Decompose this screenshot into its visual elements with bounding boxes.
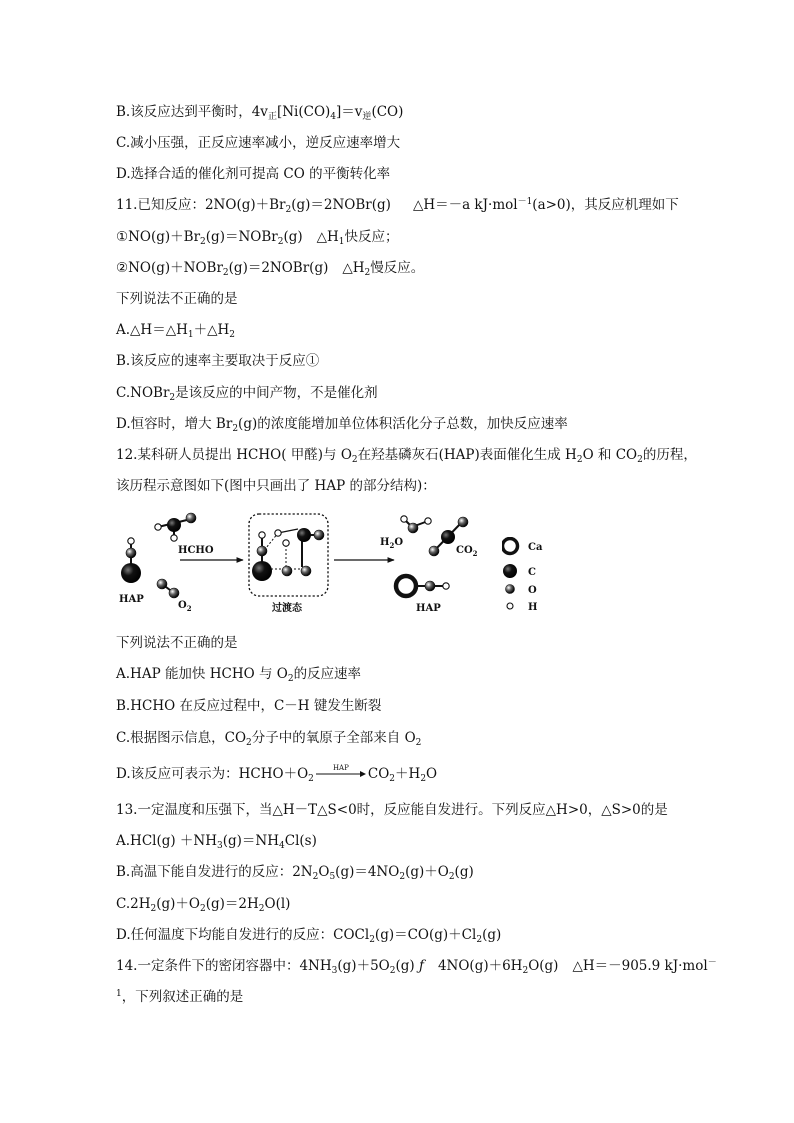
oxygen-atom	[314, 530, 324, 540]
carbon-atom	[441, 530, 455, 544]
hcho-arrow-label: HCHO	[178, 545, 214, 556]
q12-option-a: A.HAP 能加快 HCHO 与 $O_2$的反应速率	[116, 666, 362, 684]
h2o-label: $H_2O$	[380, 537, 404, 550]
oxygen-atom	[257, 546, 267, 556]
carbon-atom	[167, 518, 181, 532]
q14-stem-line-2: $^1$，下列叙述正确的是	[116, 989, 244, 1005]
h2o-molecule	[380, 516, 431, 550]
hap-right-label: HAP	[416, 603, 441, 614]
q11-option-b: B.该反应的速率主要取决于反应①	[116, 353, 320, 369]
long-arrow-icon	[316, 770, 366, 778]
q13-option-d: D.任何温度下均能自发进行的反应：$COCl_2(g)=CO(g)+Cl_2(g)$	[116, 927, 502, 945]
hydrogen-atom	[401, 516, 407, 522]
hydrogen-atom	[425, 518, 431, 524]
q11-ask: 下列说法不正确的是	[116, 291, 238, 307]
q12-option-b: B.HCHO 在反应过程中，C－H 键发生断裂	[116, 698, 382, 714]
q14-stem-line-1: 14.一定条件下的密闭容器中：$4NH_3(g)+5O_2(g)$ ƒ $4NO(g)+6H_2O(g)$ △H＝－905.9 kJ·mol－	[116, 958, 717, 976]
q11-option-d: D.恒容时，增大 $Br_2(g)$的浓度能增加单位体积活化分子总数，加快反应速率	[116, 416, 568, 434]
q12-ask: 下列说法不正确的是	[116, 635, 238, 651]
q13-stem: 13.一定温度和压强下，当△H－T△S<0时，反应能自发进行。下列反应△H>0，△S>0的是	[116, 802, 668, 818]
hcho-molecule	[155, 513, 196, 541]
hydrogen-atom	[443, 583, 449, 589]
co2-molecule	[429, 517, 478, 558]
q12-stem-line-1: 12.某科研人员提出 HCHO( 甲醛)与 $O_2$在羟基磷灰石(HAP)表面催化生成 $H_2O$ 和 $CO_2$的历程，	[116, 447, 697, 465]
q12-option-d: D.该反应可表示为：$HCHO+O_2$ HAP $CO_2+H_2O$	[116, 765, 437, 783]
oxygen-atom	[282, 566, 292, 576]
hap-right-structure	[396, 576, 449, 614]
q10-option-c: C.减小压强，正反应速率减小，逆反应速率增大	[116, 135, 401, 151]
q12-option-c: C.根据图示信息，$CO_2$分子中的氧原子全部来自 $O_2$	[116, 730, 422, 748]
calcium-atom	[121, 563, 141, 583]
legend-ca-icon	[503, 539, 518, 554]
q11-mechanism-step-1: $①NO(g)+Br_2(g)=NOBr_2(g)$ $\triangle H_1$快反应；	[116, 229, 399, 247]
reaction-mechanism-figure	[116, 505, 566, 620]
oxygen-atom	[186, 513, 196, 523]
oxygen-atom	[126, 548, 136, 558]
hap-arrow-label: HAP	[332, 764, 349, 772]
calcium-atom	[396, 576, 416, 596]
hap-catalyst-arrow	[316, 766, 366, 780]
q11-stem: 11.已知反应：$2NO(g)+Br_2(g)=2NOBr(g)$ △H＝－a kJ·mol$^{-1}$(a>0)，其反应机理如下	[116, 197, 679, 215]
co2-label: $CO_2$	[456, 545, 478, 558]
legend-c-icon	[503, 564, 517, 578]
legend-ca-label: Ca	[528, 542, 543, 553]
hydrogen-atom	[128, 538, 134, 544]
o2-molecule	[157, 579, 192, 613]
transition-state-structure	[252, 528, 324, 581]
o2-label: $O_2$	[178, 600, 192, 613]
oxygen-atom	[425, 581, 435, 591]
q11-option-a: $A.\triangle H=\triangle H_1+\triangle H_2$	[116, 322, 235, 340]
hydrogen-atom	[283, 540, 289, 546]
q13-option-a: $A.HCl(g) +NH_3(g)=NH_4Cl(s)$	[116, 833, 317, 851]
q13-option-c: $C.2H_2(g)+O_2(g)=2H_2O(l)$	[116, 896, 291, 914]
hap-left-structure	[119, 538, 144, 605]
oxygen-atom	[301, 566, 311, 576]
legend-c-label: C	[528, 567, 536, 578]
atom-legend	[502, 537, 562, 617]
legend-h-label: H	[528, 602, 538, 613]
transition-state-label: 过渡态	[272, 603, 302, 614]
q13-option-b: B.高温下能自发进行的反应：$2N_2O_5(g)=4NO_2(g)+O_2(g)$	[116, 864, 474, 882]
carbon-atom	[297, 528, 311, 542]
hydrogen-atom	[155, 524, 161, 530]
hydrogen-atom	[275, 530, 281, 536]
oxygen-atom	[169, 588, 179, 598]
q11-option-c: C.NOBr$_2$是该反应的中间产物，不是催化剂	[116, 385, 378, 403]
q10-option-b: B.该反应达到平衡时，$4v_正[Ni(CO)_4]=v_逆(CO)$	[116, 104, 404, 122]
calcium-atom	[252, 561, 272, 581]
legend-o-icon	[506, 585, 515, 594]
oxygen-atom	[408, 523, 418, 533]
oxygen-atom	[458, 517, 468, 527]
hydrogen-atom	[259, 532, 265, 538]
hap-left-label: HAP	[119, 594, 144, 605]
legend-h-icon	[507, 603, 513, 609]
oxygen-atom	[157, 579, 167, 589]
oxygen-atom	[429, 546, 439, 556]
hydrogen-atom	[171, 535, 177, 541]
q10-option-d: D.选择合适的催化剂可提高 CO 的平衡转化率	[116, 166, 391, 182]
legend-o-label: O	[528, 585, 537, 596]
q12-stem-line-2: 该历程示意图如下(图中只画出了 HAP 的部分结构)：	[116, 478, 436, 494]
q11-mechanism-step-2: ②NO(g)＋NOBr$_2$(g)＝2NOBr(g) $\triangle H_2$慢反应。	[116, 260, 425, 278]
